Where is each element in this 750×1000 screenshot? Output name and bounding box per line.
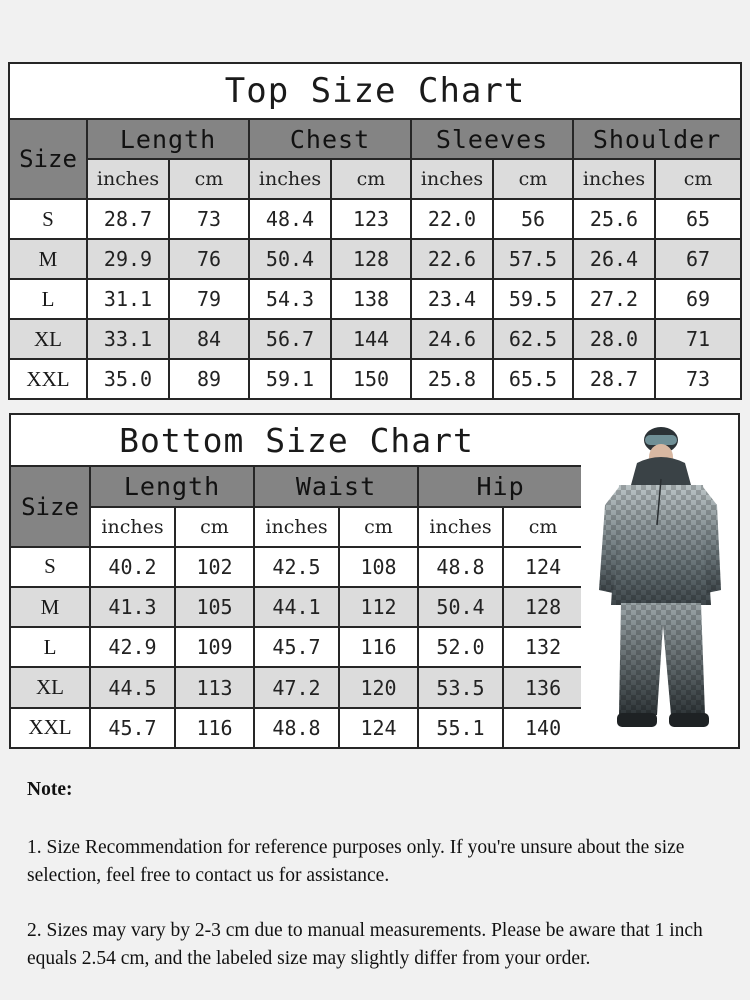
table-cell: 56 — [493, 199, 573, 239]
table-cell: 47.2 — [254, 667, 339, 707]
table-cell: 45.7 — [254, 627, 339, 667]
table-row — [10, 708, 583, 748]
size-label: XXL — [9, 359, 87, 399]
table-cell: 23.4 — [411, 279, 493, 319]
table-cell: 84 — [169, 319, 249, 359]
table-cell: 45.7 — [90, 708, 175, 748]
table-cell: 67 — [655, 239, 741, 279]
table-cell: 112 — [339, 587, 418, 627]
table-row — [10, 547, 583, 587]
size-label: XL — [9, 319, 87, 359]
top-size-chart — [8, 62, 742, 400]
table-cell: 55.1 — [418, 708, 503, 748]
size-label: L — [9, 279, 87, 319]
top-unit: cm — [493, 159, 573, 199]
top-unit: inches — [87, 159, 169, 199]
top-group-shoulder: Shoulder — [573, 119, 741, 159]
bottom-unit: cm — [503, 507, 583, 547]
table-cell: 120 — [339, 667, 418, 707]
size-label: L — [10, 627, 90, 667]
size-label: S — [9, 199, 87, 239]
product-photo — [581, 413, 740, 749]
table-cell: 76 — [169, 239, 249, 279]
table-row — [9, 319, 741, 359]
table-cell: 42.5 — [254, 547, 339, 587]
table-row — [10, 587, 583, 627]
size-label: XXL — [10, 708, 90, 748]
table-cell: 65.5 — [493, 359, 573, 399]
bottom-chart-title: Bottom Size Chart — [10, 414, 583, 466]
table-cell: 50.4 — [249, 239, 331, 279]
top-unit: cm — [655, 159, 741, 199]
bottom-unit: inches — [90, 507, 175, 547]
top-unit: inches — [411, 159, 493, 199]
table-cell: 124 — [503, 547, 583, 587]
table-cell: 113 — [175, 667, 254, 707]
table-cell: 48.4 — [249, 199, 331, 239]
table-cell: 124 — [339, 708, 418, 748]
table-cell: 53.5 — [418, 667, 503, 707]
table-cell: 28.0 — [573, 319, 655, 359]
table-cell: 56.7 — [249, 319, 331, 359]
table-cell: 109 — [175, 627, 254, 667]
table-cell: 22.6 — [411, 239, 493, 279]
table-cell: 59.5 — [493, 279, 573, 319]
table-cell: 123 — [331, 199, 411, 239]
table-cell: 35.0 — [87, 359, 169, 399]
table-cell: 48.8 — [418, 547, 503, 587]
top-unit: inches — [249, 159, 331, 199]
bottom-unit: cm — [175, 507, 254, 547]
table-cell: 29.9 — [87, 239, 169, 279]
table-cell: 27.2 — [573, 279, 655, 319]
table-cell: 31.1 — [87, 279, 169, 319]
table-row — [9, 239, 741, 279]
table-cell: 57.5 — [493, 239, 573, 279]
table-cell: 62.5 — [493, 319, 573, 359]
bottom-group-hip: Hip — [418, 466, 583, 506]
bottom-unit: inches — [254, 507, 339, 547]
table-cell: 69 — [655, 279, 741, 319]
table-cell: 28.7 — [87, 199, 169, 239]
table-cell: 128 — [503, 587, 583, 627]
table-cell: 54.3 — [249, 279, 331, 319]
table-cell: 41.3 — [90, 587, 175, 627]
note-item-1: 1. Size Recommendation for reference purposes only. If you're unsure about the size selection, feel free to contact us for assistance. — [27, 837, 685, 886]
table-cell: 28.7 — [573, 359, 655, 399]
table-row — [10, 627, 583, 667]
table-cell: 71 — [655, 319, 741, 359]
table-cell: 24.6 — [411, 319, 493, 359]
table-cell: 40.2 — [90, 547, 175, 587]
top-size-header: Size — [9, 119, 87, 199]
bottom-unit: inches — [418, 507, 503, 547]
table-cell: 128 — [331, 239, 411, 279]
table-cell: 52.0 — [418, 627, 503, 667]
table-cell: 48.8 — [254, 708, 339, 748]
top-unit: cm — [169, 159, 249, 199]
note-title: Note: — [27, 779, 73, 800]
top-group-chest: Chest — [249, 119, 411, 159]
table-cell: 144 — [331, 319, 411, 359]
notes-section — [27, 776, 727, 1000]
top-chart-title: Top Size Chart — [9, 63, 741, 119]
table-cell: 42.9 — [90, 627, 175, 667]
table-cell: 25.6 — [573, 199, 655, 239]
table-cell: 108 — [339, 547, 418, 587]
table-row — [9, 279, 741, 319]
table-cell: 25.8 — [411, 359, 493, 399]
table-cell: 116 — [339, 627, 418, 667]
table-cell: 22.0 — [411, 199, 493, 239]
table-row — [10, 667, 583, 707]
table-cell: 89 — [169, 359, 249, 399]
table-row — [9, 199, 741, 239]
top-group-length: Length — [87, 119, 249, 159]
table-cell: 132 — [503, 627, 583, 667]
table-cell: 44.5 — [90, 667, 175, 707]
model-illustration — [581, 415, 738, 749]
table-cell: 136 — [503, 667, 583, 707]
table-cell: 150 — [331, 359, 411, 399]
top-group-sleeves: Sleeves — [411, 119, 573, 159]
table-cell: 33.1 — [87, 319, 169, 359]
table-cell: 73 — [169, 199, 249, 239]
size-label: S — [10, 547, 90, 587]
bottom-size-chart — [9, 413, 584, 749]
size-label: M — [9, 239, 87, 279]
table-cell: 138 — [331, 279, 411, 319]
top-unit: inches — [573, 159, 655, 199]
table-cell: 73 — [655, 359, 741, 399]
table-cell: 79 — [169, 279, 249, 319]
bottom-group-length: Length — [90, 466, 254, 506]
table-cell: 102 — [175, 547, 254, 587]
bottom-unit: cm — [339, 507, 418, 547]
size-label: M — [10, 587, 90, 627]
table-row — [9, 359, 741, 399]
note-item-2: 2. Sizes may vary by 2-3 cm due to manual measurements. Please be aware that 1 inch equals 2.54 cm, and the labeled size may slightly differ from your order. — [27, 920, 703, 969]
size-label: XL — [10, 667, 90, 707]
bottom-group-waist: Waist — [254, 466, 418, 506]
top-unit: cm — [331, 159, 411, 199]
table-cell: 105 — [175, 587, 254, 627]
table-cell: 65 — [655, 199, 741, 239]
table-cell: 116 — [175, 708, 254, 748]
table-cell: 140 — [503, 708, 583, 748]
bottom-size-header: Size — [10, 466, 90, 546]
table-cell: 44.1 — [254, 587, 339, 627]
table-cell: 59.1 — [249, 359, 331, 399]
table-cell: 50.4 — [418, 587, 503, 627]
table-cell: 26.4 — [573, 239, 655, 279]
